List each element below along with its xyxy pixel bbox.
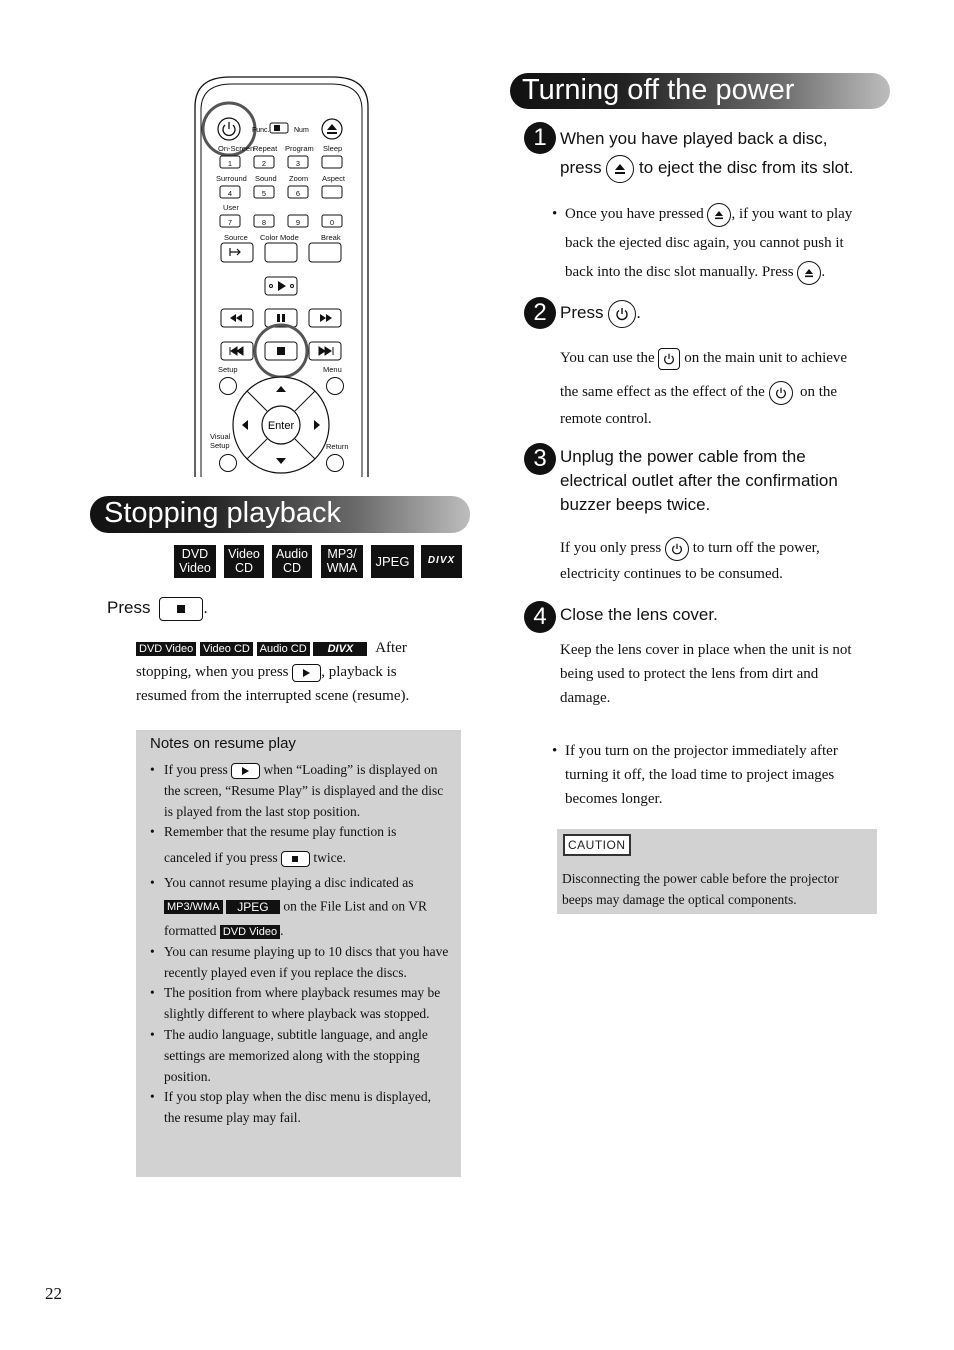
- step-4-number: 4: [524, 601, 556, 633]
- note-1: • If you press when “Loading” is displayed on the screen, “Resume Play” is displayed and the disc is played from the last stop position.: [150, 760, 450, 822]
- remote-sleep-label: Sleep: [323, 144, 343, 153]
- power-icon: [608, 300, 636, 328]
- note-4: • You can resume playing up to 10 discs that you have recently played even if you replace the discs.: [150, 942, 450, 984]
- format-dvd-video: DVD Video: [174, 545, 216, 578]
- remote-menu-label: Menu: [323, 365, 342, 374]
- step-2-number: 2: [524, 297, 556, 329]
- turning-off-power-heading: [510, 73, 890, 109]
- remote-key-8: 8: [261, 218, 267, 227]
- note-2: • Remember that the resume play function is canceled if you press twice.: [150, 822, 450, 873]
- page-number: 22: [45, 1284, 62, 1303]
- turning-off-power-title: Turning off the power: [522, 74, 795, 106]
- stopping-playback-heading: [90, 496, 470, 533]
- remote-key-5: 5: [261, 189, 267, 198]
- tag-divx: DIVX: [313, 642, 367, 656]
- step-4-bullet: • If you turn on the projector immediately after turning it off, the load time to project images becomes longer.: [552, 743, 838, 807]
- press-stop-instruction: Press .: [107, 595, 208, 621]
- remote-key-7: 7: [227, 218, 233, 227]
- format-divx-logo: DIVX: [421, 545, 462, 578]
- step-3-note: If you only press to turn off the power, electricity continues to be consumed.: [560, 535, 880, 587]
- remote-num-label: Num: [294, 127, 309, 134]
- remote-key-0: 0: [329, 218, 335, 227]
- play-button-icon: [231, 763, 260, 779]
- remote-onscreen-label: On-Screen: [218, 144, 255, 153]
- press-label: Press: [107, 598, 151, 617]
- remote-repeat-label: Repeat: [253, 144, 278, 153]
- resume-line-3: resumed from the interrupted scene (resume).: [136, 688, 410, 704]
- eject-icon: [797, 261, 821, 285]
- remote-key-4: 4: [227, 189, 233, 198]
- remote-zoom-label: Zoom: [289, 174, 309, 183]
- power-icon: [665, 537, 689, 561]
- remote-key-3: 3: [295, 159, 301, 168]
- remote-program-label: Program: [285, 144, 314, 153]
- main-unit-power-icon: [658, 348, 680, 370]
- note-6: • The audio language, subtitle language, and angle settings are memorized along with the stopping position.: [150, 1025, 450, 1087]
- step-4-text: Close the lens cover.: [560, 605, 718, 624]
- caution-text: Disconnecting the power cable before the projector beeps may damage the optical components.: [562, 871, 839, 907]
- remote-key-9: 9: [295, 218, 301, 227]
- resume-line-1: DVD Video Video CD Audio CD DIVX After: [136, 636, 456, 660]
- step-4-note: Keep the lens cover in place when the unit is not being used to protect the lens from dirt and damage.: [560, 642, 852, 706]
- format-mp3-wma: MP3/ WMA: [321, 545, 363, 578]
- remote-source-label: Source: [224, 233, 248, 242]
- remote-func-label: Func.: [252, 127, 270, 134]
- note-5: • The position from where playback resumes may be slightly different to where playback was stopped.: [150, 983, 450, 1025]
- step-1-number: 1: [524, 122, 556, 154]
- step-1-note: • Once you have pressed , if you want to play back the ejected disc again, you cannot push it back into the disc slot manually. Press .: [552, 200, 882, 287]
- step-2-note: You can use the on the main unit to achieve the same effect as the effect of the on the remote control.: [560, 343, 880, 431]
- remote-key-1: 1: [227, 159, 233, 168]
- remote-key-2: 2: [261, 159, 267, 168]
- eject-icon: [707, 203, 731, 227]
- eject-icon: [606, 155, 634, 183]
- remote-user-label: User: [223, 203, 239, 212]
- tag-audio-cd: Audio CD: [257, 642, 310, 656]
- format-jpeg: JPEG: [371, 545, 414, 578]
- remote-setup-label: Setup: [218, 365, 238, 374]
- power-icon: [769, 381, 793, 405]
- remote-eject-button: [322, 119, 342, 139]
- step-3-text: Unplug the power cable from the electrical outlet after the confirmation buzzer beeps twice.: [560, 447, 838, 514]
- resume-line-2: stopping, when you press , playback is: [136, 664, 397, 680]
- step-1-text: When you have played back a disc, press to eject the disc from its slot.: [560, 124, 890, 183]
- tag-video-cd: Video CD: [200, 642, 253, 656]
- format-icons: [174, 545, 464, 578]
- remote-visual-label: Visual: [210, 432, 231, 441]
- note-3: • You cannot resume playing a disc indicated as MP3/WMA JPEG on the File List and on VR formatted DVD Video .: [150, 873, 450, 942]
- remote-surround-label: Surround: [216, 174, 247, 183]
- format-video-cd: Video CD: [224, 545, 264, 578]
- step-2-text: Press .: [560, 298, 641, 328]
- resume-notes-box: [136, 730, 461, 1177]
- tag-dvd-video: DVD Video: [220, 925, 280, 939]
- remote-sound-label: Sound: [255, 174, 277, 183]
- remote-visual-setup-label: Setup: [210, 441, 230, 450]
- tag-dvd-video: DVD Video: [136, 642, 196, 656]
- notes-title: Notes on resume play: [150, 735, 296, 752]
- stopping-playback-title: Stopping playback: [104, 497, 341, 529]
- remote-enter-label: Enter: [267, 420, 295, 432]
- caution-box: [557, 829, 877, 914]
- remote-return-label: Return: [326, 442, 349, 451]
- step-3-number: 3: [524, 443, 556, 475]
- remote-colormode-label: Color Mode: [260, 233, 299, 242]
- remote-break-label: Break: [321, 233, 341, 242]
- remote-control-illustration: [190, 72, 375, 477]
- caution-label: CAUTION: [563, 834, 631, 856]
- tag-jpeg: JPEG: [226, 900, 280, 914]
- tag-mp3-wma: MP3/WMA: [164, 900, 223, 914]
- remote-aspect-label: Aspect: [322, 174, 345, 183]
- resume-paragraph: [136, 636, 456, 708]
- stop-button-icon: [281, 851, 310, 867]
- note-7: • If you stop play when the disc menu is displayed, the resume play may fail.: [150, 1087, 450, 1129]
- remote-key-6: 6: [295, 189, 301, 198]
- stop-button-icon: [159, 597, 203, 621]
- format-audio-cd: Audio CD: [272, 545, 312, 578]
- play-button-icon: [292, 664, 321, 682]
